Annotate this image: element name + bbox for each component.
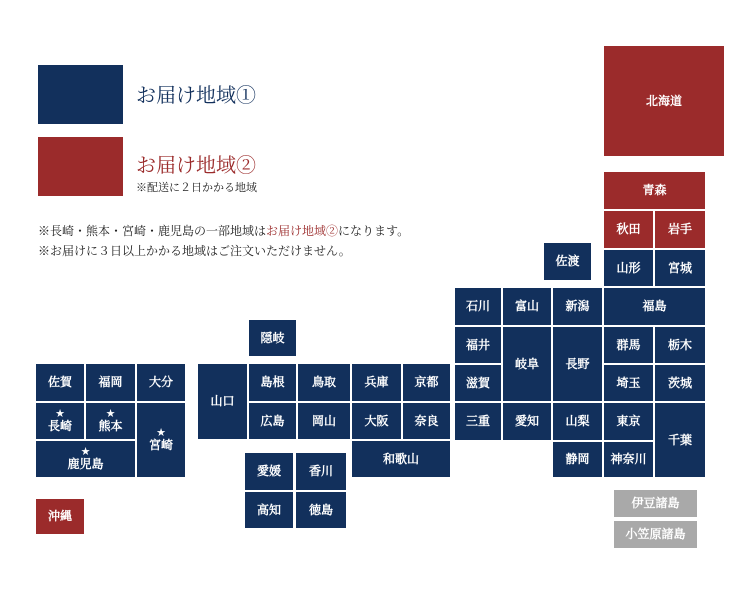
region-oita[interactable]: 大分 (137, 364, 185, 401)
star-icon: ★ (105, 407, 116, 420)
region-kumamoto-label: 熊本 (98, 419, 123, 433)
region-miyagi[interactable]: 宮城 (655, 250, 705, 286)
region-akita[interactable]: 秋田 (604, 211, 653, 248)
region-kagoshima[interactable] (36, 441, 135, 477)
region-ehime[interactable]: 愛媛 (245, 453, 293, 490)
region-nagano[interactable]: 長野 (553, 327, 602, 401)
region-nagasaki-label: 長崎 (47, 419, 72, 433)
region-aichi[interactable]: 愛知 (503, 403, 551, 440)
region-gunma[interactable]: 群馬 (604, 327, 653, 363)
region-ibaraki[interactable]: 茨城 (655, 365, 705, 401)
region-aomori[interactable]: 青森 (604, 172, 705, 209)
region-gifu[interactable]: 岐阜 (503, 327, 551, 401)
note-line-1-highlight: お届け地域② (266, 224, 339, 238)
region-kochi[interactable]: 高知 (245, 492, 293, 528)
region-shiga[interactable]: 滋賀 (455, 365, 501, 401)
region-tottori[interactable]: 鳥取 (298, 364, 350, 401)
region-okinawa[interactable]: 沖縄 (36, 499, 84, 534)
region-fukuoka[interactable]: 福岡 (86, 364, 135, 401)
region-izu-islands[interactable]: 伊豆諸島 (614, 490, 697, 517)
region-nara[interactable]: 奈良 (403, 403, 450, 439)
region-kagawa[interactable]: 香川 (296, 453, 346, 490)
region-chiba[interactable]: 千葉 (655, 403, 705, 477)
region-mie[interactable]: 三重 (455, 403, 501, 440)
region-ishikawa[interactable]: 石川 (455, 288, 501, 325)
region-kanagawa[interactable]: 神奈川 (604, 442, 653, 477)
legend-note-zone2: ※配送に２日かかる地域 (136, 181, 257, 194)
region-osaka[interactable]: 大阪 (352, 403, 401, 439)
region-fukushima[interactable]: 福島 (604, 288, 705, 325)
region-sado[interactable]: 佐渡 (544, 243, 591, 280)
note-line-2: ※お届けに３日以上かかる地域はご注文いただけません。 (38, 244, 351, 258)
region-tochigi[interactable]: 栃木 (655, 327, 705, 363)
region-okayama[interactable]: 岡山 (298, 403, 350, 439)
region-iwate[interactable]: 岩手 (655, 211, 705, 248)
legend-label-zone1: お届け地域① (136, 83, 256, 107)
region-kumamoto[interactable] (86, 403, 135, 439)
legend-swatch-zone1 (38, 65, 123, 124)
region-kagoshima-label: 鹿児島 (67, 457, 104, 471)
region-toyama[interactable]: 富山 (503, 288, 551, 325)
region-yamaguchi[interactable]: 山口 (198, 364, 247, 439)
region-saga[interactable]: 佐賀 (36, 364, 84, 401)
region-yamanashi[interactable]: 山梨 (553, 403, 602, 440)
region-ogasawara-islands[interactable]: 小笠原諸島 (614, 521, 697, 548)
region-hiroshima[interactable]: 広島 (249, 403, 296, 439)
region-miyazaki[interactable] (137, 403, 185, 477)
region-shimane[interactable]: 島根 (249, 364, 296, 401)
delivery-notes (38, 221, 409, 261)
region-tokushima[interactable]: 徳島 (296, 492, 346, 528)
region-saitama[interactable]: 埼玉 (604, 365, 653, 401)
region-nagasaki[interactable] (36, 403, 84, 439)
region-kyoto[interactable]: 京都 (403, 364, 450, 401)
region-shizuoka[interactable]: 静岡 (553, 442, 602, 477)
region-wakayama[interactable]: 和歌山 (352, 441, 450, 477)
region-fukui[interactable]: 福井 (455, 327, 501, 363)
note-line-1 (38, 221, 409, 241)
legend-label-zone2: お届け地域② (136, 153, 256, 177)
region-hokkaido[interactable]: 北海道 (604, 46, 724, 156)
region-niigata[interactable]: 新潟 (553, 288, 602, 325)
region-miyazaki-label: 宮崎 (148, 438, 173, 452)
note-line-1-suffix: になります。 (338, 224, 410, 238)
legend-swatch-zone2 (38, 137, 123, 196)
star-icon: ★ (80, 445, 91, 458)
region-oki[interactable]: 隠岐 (249, 320, 296, 356)
region-yamagata[interactable]: 山形 (604, 250, 653, 286)
region-tokyo[interactable]: 東京 (604, 403, 653, 440)
star-icon: ★ (55, 407, 65, 420)
star-icon: ★ (156, 426, 166, 439)
note-line-1-prefix: ※長崎・熊本・宮崎・鹿児島の一部地域は (38, 224, 267, 238)
region-hyogo[interactable]: 兵庫 (352, 364, 401, 401)
